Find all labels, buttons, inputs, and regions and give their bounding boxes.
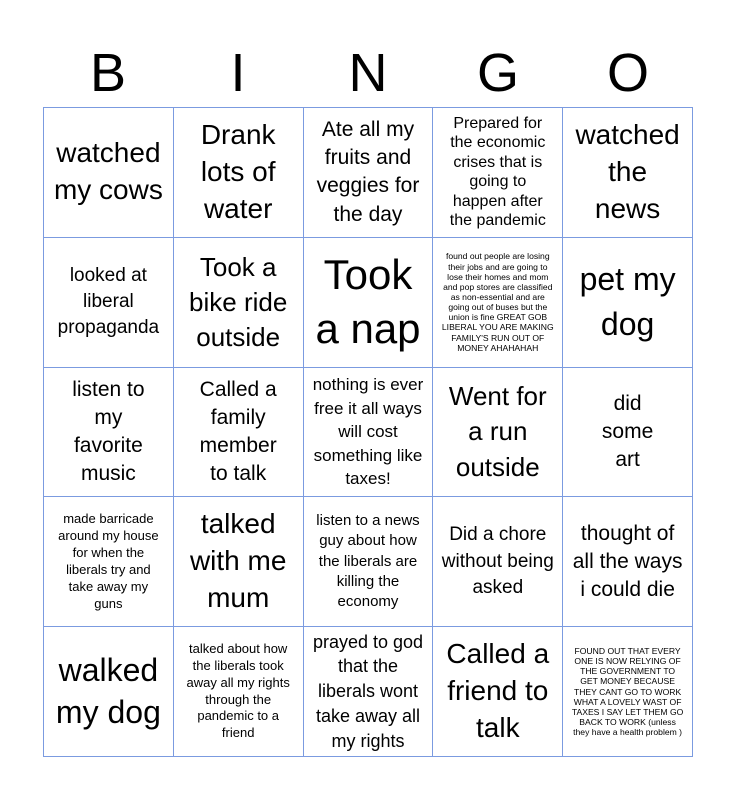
title-letter-g: G — [476, 43, 519, 103]
bingo-cell[interactable] — [433, 238, 563, 368]
bingo-cell[interactable] — [174, 108, 304, 238]
bingo-cell[interactable] — [563, 108, 693, 238]
bingo-card — [43, 107, 693, 757]
bingo-cell[interactable] — [563, 627, 693, 757]
title-letter-b: B — [89, 43, 127, 103]
cell-text: Prepared for the economic crises that is going to happen after the pandemic — [449, 114, 546, 230]
cell-text: made barricade around my house for when the liberals try and take away my guns — [58, 511, 159, 611]
bingo-cell[interactable] — [563, 368, 693, 498]
bingo-cell[interactable] — [433, 108, 563, 238]
bingo-cell[interactable] — [304, 497, 434, 627]
cell-text: FOUND OUT THAT EVERY ONE IS NOW RELYING OF THE GOVERNMENT TO GET MONEY BECAUSE THEY CANT GO TO WORK WHAT A LOVELY WAST OF TAXES I SAY LET THEM GO BACK TO WORK (unless they have a health problem ) — [571, 645, 684, 738]
bingo-cell[interactable] — [304, 108, 434, 238]
cell-text: listen to a news guy about how the liberals are killing the economy — [316, 512, 420, 611]
bingo-cell[interactable] — [174, 238, 304, 368]
bingo-cell[interactable] — [433, 368, 563, 498]
cell-text: talked about how the liberals took away all my rights through the pandemic to a friend — [186, 640, 290, 741]
bingo-title — [43, 40, 693, 106]
cell-text: talked with me mum — [189, 508, 287, 614]
bingo-cell[interactable] — [304, 627, 434, 757]
bingo-cell[interactable] — [563, 497, 693, 627]
bingo-cell[interactable] — [44, 497, 174, 627]
cell-text: pet my dog — [579, 260, 676, 343]
title-letter-n: N — [348, 43, 388, 103]
bingo-cell[interactable] — [433, 627, 563, 757]
title-letter-i: I — [230, 43, 246, 103]
cell-text: thought of all the ways i could die — [572, 521, 683, 601]
cell-text: Went for a run outside — [448, 381, 547, 482]
cell-text: Took a nap — [315, 250, 421, 353]
cell-text: walked my dog — [55, 652, 161, 730]
cell-text: did some art — [601, 391, 654, 472]
bingo-cell[interactable] — [433, 497, 563, 627]
cell-text: Ate all my fruits and veggies for the day — [316, 118, 420, 226]
cell-text: nothing is ever free it all ways will cost something like taxes! — [312, 375, 424, 489]
bingo-cell[interactable] — [174, 368, 304, 498]
cell-text: Called a friend to talk — [446, 638, 550, 744]
cell-text: listen to my favorite music — [72, 377, 145, 486]
cell-text: looked at liberal propaganda — [57, 264, 160, 339]
bingo-cell[interactable] — [44, 108, 174, 238]
cell-text: Drank lots of water — [200, 118, 276, 224]
bingo-cell[interactable] — [304, 238, 434, 368]
cell-text: watched the news — [575, 118, 680, 224]
bingo-cell[interactable] — [44, 238, 174, 368]
cell-text: watched my cows — [53, 137, 163, 206]
cell-text: Took a bike ride outside — [189, 251, 288, 352]
cell-text: prayed to god that the liberals wont take away all my rights — [312, 631, 424, 751]
title-letter-o: O — [606, 43, 649, 103]
bingo-cell[interactable] — [174, 497, 304, 627]
cell-text: found out people are losing their jobs and are going to lose their homes and mom and pop stores are classified as non-essential and are going out of buses but the union is fine GREAT GOB LIBERAL YOU ARE MAKING FAMILY'S RUN OUT OF MONEY AHAHAHAH — [441, 251, 554, 353]
cell-text: Did a chore without being asked — [441, 524, 554, 598]
bingo-cell[interactable] — [44, 627, 174, 757]
cell-text: Called a family member to talk — [199, 377, 277, 486]
bingo-cell[interactable] — [174, 627, 304, 757]
bingo-cell[interactable] — [44, 368, 174, 498]
bingo-cell[interactable] — [563, 238, 693, 368]
bingo-cell[interactable] — [304, 368, 434, 498]
